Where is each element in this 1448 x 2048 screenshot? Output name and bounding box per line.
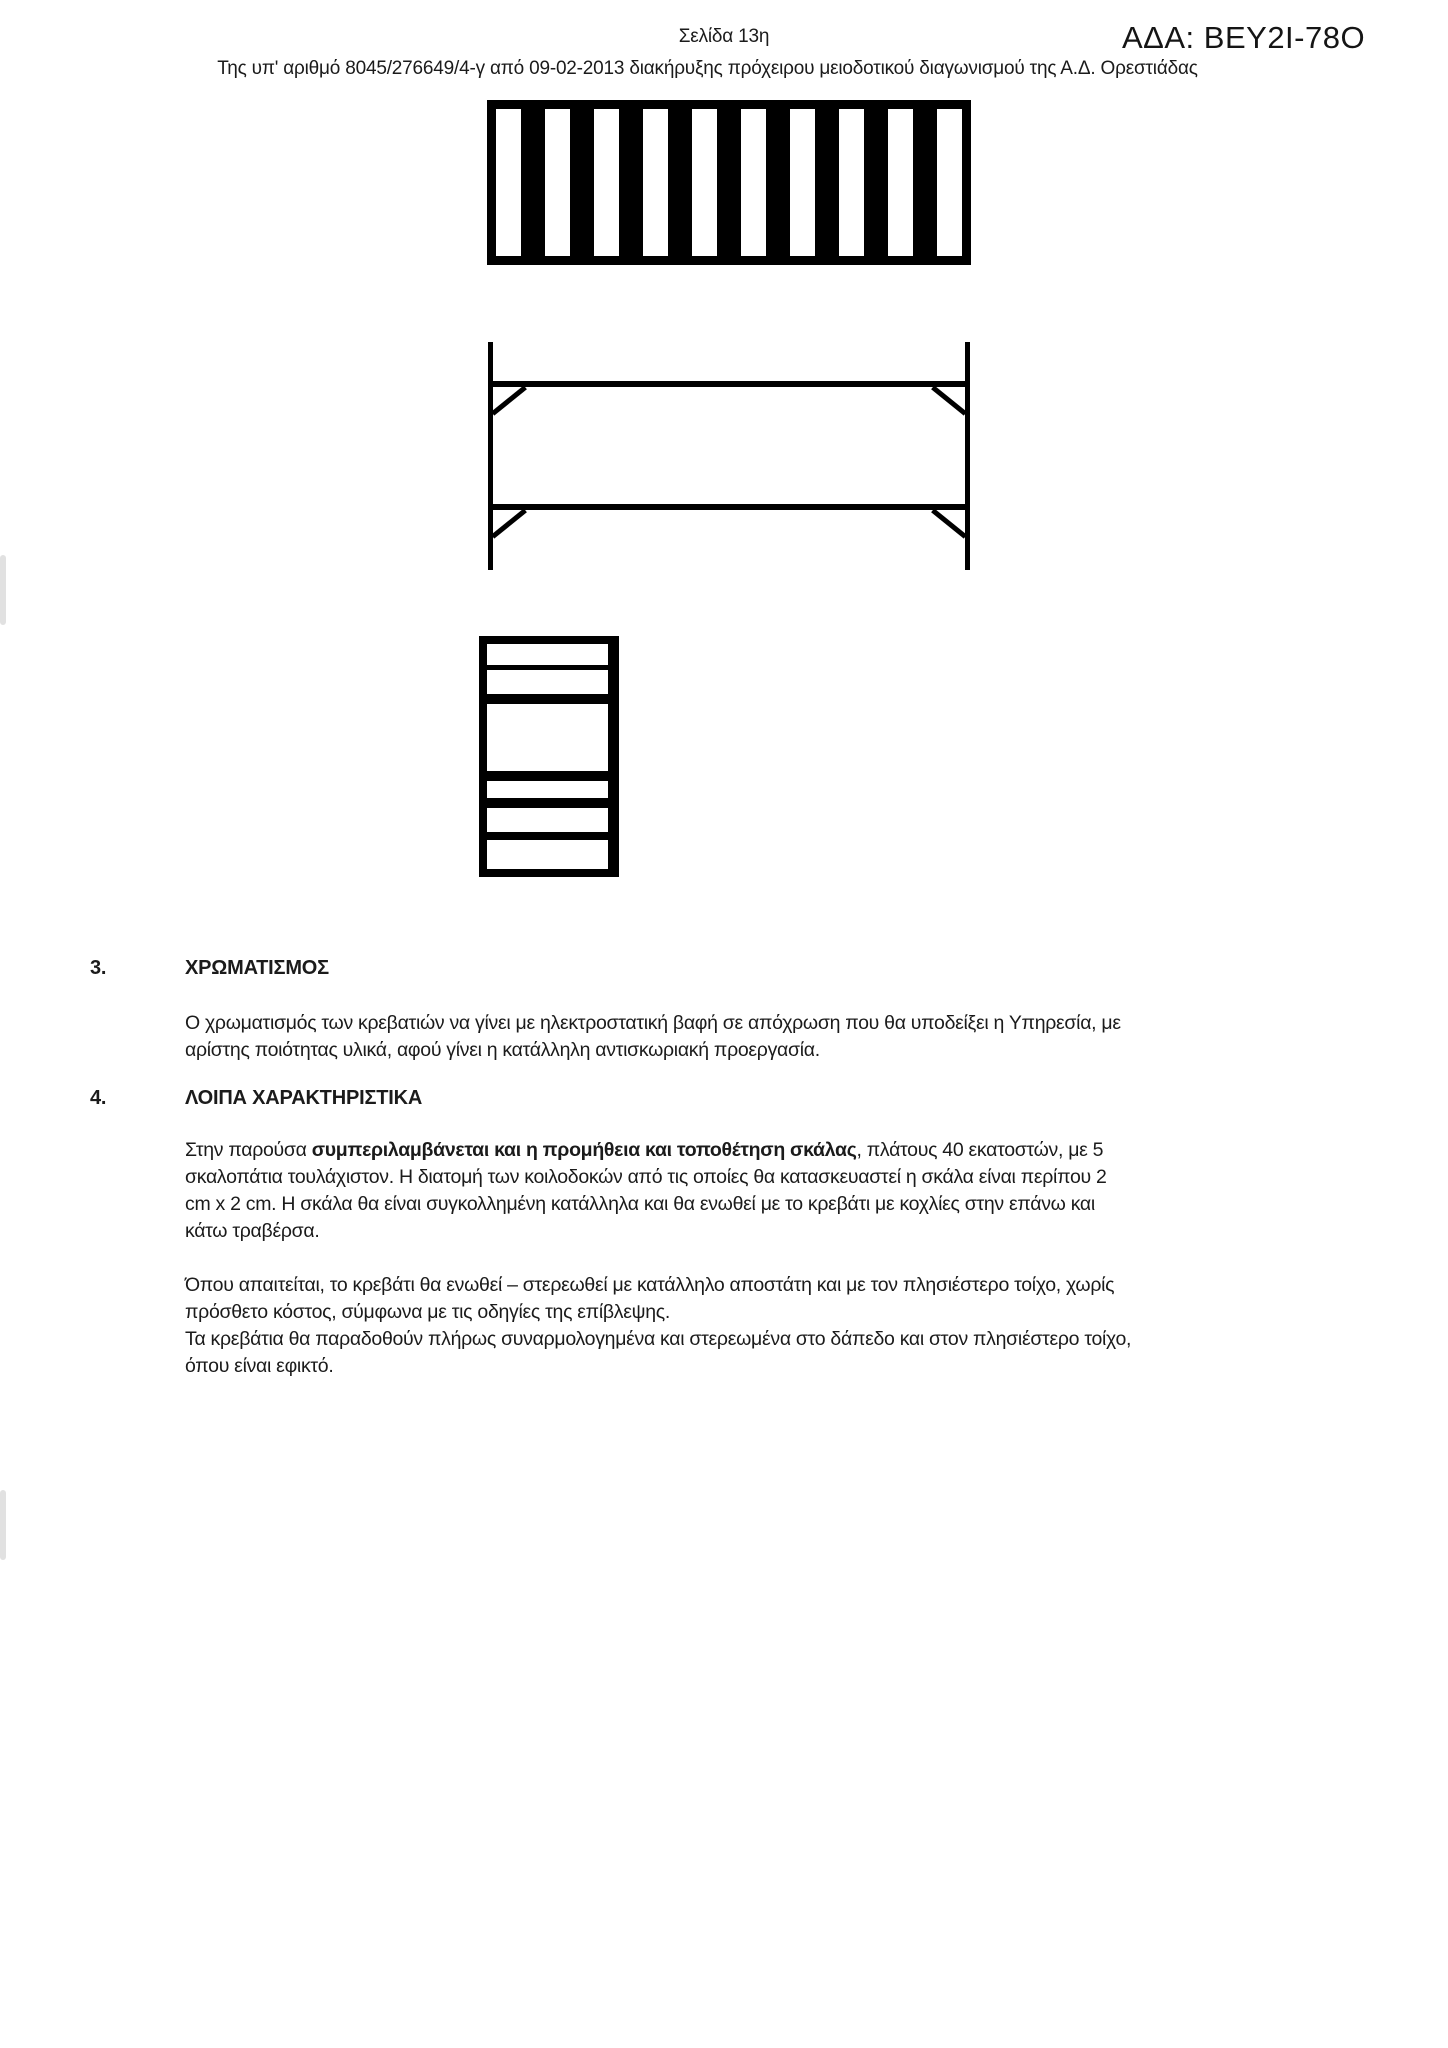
section-4-paragraph-2 (185, 1272, 1380, 1380)
paragraph-line: Ο χρωματισμός των κρεβατιών να γίνει με ηλεκτροστατική βαφή σε απόχρωση που θα υποδείξει η Υπηρεσία, με (185, 1012, 1121, 1034)
paragraph-line: όπου είναι εφικτό. (185, 1355, 334, 1377)
text-run: , πλάτους 40 εκατοστών, με 5 (856, 1139, 1104, 1161)
base-slot (594, 109, 619, 256)
figure-ladder-front-view (479, 636, 619, 877)
base-slot (839, 109, 864, 256)
paragraph-line: πρόσθετο κόστος, σύμφωνα με τις οδηγίες της επίβλεψης. (185, 1301, 670, 1323)
text-run: Στην παρούσα (185, 1139, 312, 1161)
document-subtitle: Της υπ' αριθμό 8045/276649/4-γ από 09-02-2013 διακήρυξης πρόχειρου μειοδοτικού διαγωνισμού της Α.Δ. Ορεστιάδας (217, 58, 1198, 79)
section-4-paragraph-1 (185, 1137, 1380, 1245)
base-slot (888, 109, 913, 256)
base-slat (619, 109, 643, 256)
ladder-rung (487, 798, 608, 808)
base-slat (815, 109, 839, 256)
ladder-rung (487, 665, 608, 670)
paragraph-line: Τα κρεβάτια θα παραδοθούν πλήρως συναρμολογημένα και στερεωμένα στο δάπεδο και στον πλησιέστερο τοίχο, (185, 1328, 1132, 1350)
figure-bed-base-top-view (487, 100, 971, 265)
base-slot (692, 109, 717, 256)
paragraph-line: σκαλοπάτια τουλάχιστον. Η διατομή των κοιλοδοκών από τις οποίες θα κατασκευαστεί η σκάλα είναι περίπου 2 (185, 1166, 1107, 1188)
base-slot (937, 109, 962, 256)
base-slat (717, 109, 741, 256)
base-slat (864, 109, 888, 256)
base-slat (570, 109, 594, 256)
scan-artifact (0, 1490, 6, 1560)
ladder-rung (487, 832, 608, 840)
paragraph-line: αρίστης ποιότητας υλικά, αφού γίνει η κατάλληλη αντισκωριακή προεργασία. (185, 1039, 820, 1061)
paragraph-lines (185, 1164, 1380, 1245)
base-slat (766, 109, 790, 256)
bed-top-rail (490, 381, 968, 387)
base-slot (643, 109, 668, 256)
base-slat (521, 109, 545, 256)
base-slot (741, 109, 766, 256)
bed-bottom-rail (490, 504, 968, 510)
base-slot (790, 109, 815, 256)
ladder-rung (487, 694, 608, 704)
base-slot (545, 109, 570, 256)
corner-brace-bottom-right (931, 508, 967, 538)
ladder-rung (487, 771, 608, 781)
base-slat (913, 109, 937, 256)
corner-brace-top-left (491, 385, 527, 415)
paragraph-line (185, 1137, 1380, 1164)
corner-brace-top-right (931, 385, 967, 415)
section-3-paragraph (185, 1010, 1380, 1064)
scan-artifact (0, 555, 6, 625)
section-4-title: ΛΟΙΠΑ ΧΑΡΑΚΤΗΡΙΣΤΙΚΑ (185, 1087, 423, 1109)
paragraph-line: Όπου απαιτείται, το κρεβάτι θα ενωθεί – στερεωθεί με κατάλληλο αποστάτη και με τον πλησιέστερο τοίχο, χωρίς (185, 1274, 1115, 1296)
ada-code-label: ΑΔΑ: ΒΕΥ2Ι-78Ο (1122, 20, 1366, 55)
section-3-title: ΧΡΩΜΑΤΙΣΜΟΣ (185, 957, 329, 979)
base-slat (668, 109, 692, 256)
section-4-number: 4. (90, 1087, 107, 1109)
paragraph-line: κάτω τραβέρσα. (185, 1220, 320, 1242)
base-slot (496, 109, 521, 256)
section-3-number: 3. (90, 957, 107, 979)
figure-bed-side-view (488, 342, 970, 570)
corner-brace-bottom-left (491, 508, 527, 538)
page-number-label: Σελίδα 13η (678, 26, 770, 47)
bold-text-run: συμπεριλαμβάνεται και η προμήθεια και τοποθέτηση σκάλας (311, 1139, 857, 1161)
paragraph-line: cm x 2 cm. Η σκάλα θα είναι συγκολλημένη κατάλληλα και θα ενωθεί με το κρεβάτι με κοχλίες στην επάνω και (185, 1193, 1095, 1215)
